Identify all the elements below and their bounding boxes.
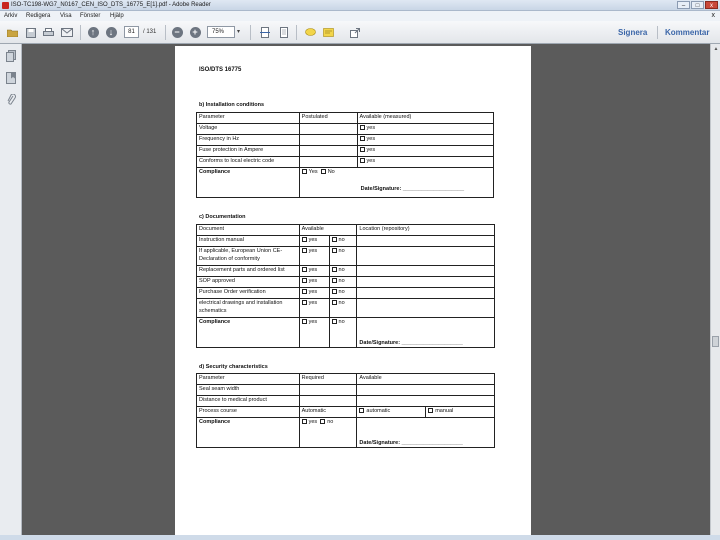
scroll-thumb[interactable] — [712, 336, 719, 347]
arrow-down-icon[interactable]: ↓ — [105, 26, 117, 39]
fit-width-icon[interactable] — [278, 26, 290, 39]
checkbox[interactable] — [359, 408, 364, 413]
checkbox[interactable] — [332, 267, 337, 272]
section-c-heading: c) Documentation — [199, 214, 246, 220]
header-document: Document — [197, 225, 300, 236]
checkbox[interactable] — [360, 147, 365, 152]
checkbox[interactable] — [332, 319, 337, 324]
checkbox[interactable] — [302, 289, 307, 294]
header-postulated: Postulated — [299, 113, 357, 124]
attachment-icon[interactable] — [4, 94, 17, 107]
plus-icon[interactable]: + — [189, 26, 201, 39]
checkbox[interactable] — [302, 300, 307, 305]
header-available: Available — [299, 225, 357, 236]
sticky-note-icon[interactable] — [304, 26, 316, 39]
installation-table — [196, 112, 494, 198]
page-total: / 131 — [143, 29, 157, 35]
checkbox[interactable] — [302, 419, 307, 424]
checkbox[interactable] — [302, 237, 307, 242]
checkbox[interactable] — [302, 278, 307, 283]
toolbar — [0, 21, 720, 44]
pages-icon[interactable] — [4, 50, 17, 63]
checkbox[interactable] — [332, 248, 337, 253]
document-page — [175, 46, 531, 540]
table-row: electrical drawings and installation schematics yes no — [197, 299, 495, 318]
checkbox[interactable] — [332, 300, 337, 305]
table-row: Conforms to local electric code yes — [197, 157, 494, 168]
section-b-heading: b) Installation conditions — [199, 102, 265, 108]
expand-icon[interactable] — [349, 26, 361, 39]
compliance-row: Compliance yes no Date/Signature: ____________________ — [197, 318, 495, 348]
checkbox[interactable] — [302, 319, 307, 324]
table-row: Voltage yes — [197, 124, 494, 135]
close-button[interactable]: x — [705, 1, 718, 9]
scroll-up-icon[interactable]: ▲ — [713, 46, 719, 52]
print-icon[interactable] — [42, 26, 54, 39]
checkbox[interactable] — [332, 237, 337, 242]
table-row: Purchase Order verification yes no — [197, 288, 495, 299]
checkbox[interactable] — [302, 169, 307, 174]
chevron-down-icon[interactable]: ▾ — [237, 29, 241, 35]
documentation-table — [196, 224, 495, 348]
table-row: Process course Automatic automatic manual — [197, 407, 495, 418]
menu-hjalp[interactable]: Hjälp — [110, 13, 124, 19]
compliance-row: Compliance yes no Date/Signature: ____________________ — [197, 418, 495, 448]
sign-button[interactable]: Signera — [618, 28, 648, 37]
arrow-up-icon[interactable]: ↑ — [87, 26, 99, 39]
header-parameter: Parameter — [197, 374, 300, 385]
header-available: Available — [357, 374, 495, 385]
adobe-reader-icon — [2, 2, 9, 9]
navigation-panel — [0, 44, 22, 540]
menu-bar — [0, 11, 720, 21]
checkbox[interactable] — [360, 125, 365, 130]
compliance-row: Compliance Yes No Date/Signature: ____________________ — [197, 168, 494, 198]
document-close-icon[interactable]: x — [711, 12, 715, 19]
maximize-button[interactable]: □ — [691, 1, 704, 9]
minimize-button[interactable]: – — [677, 1, 690, 9]
menu-redigera[interactable]: Redigera — [26, 13, 51, 19]
table-row: SOP approved yes no — [197, 277, 495, 288]
document-title: ISO/DTS 16775 — [199, 67, 242, 73]
email-icon[interactable] — [61, 26, 73, 39]
menu-arkiv[interactable]: Arkiv — [4, 13, 18, 19]
table-row: Instruction manual yes no — [197, 236, 495, 247]
menu-fonster[interactable]: Fönster — [80, 13, 101, 19]
signature-line: Date/Signature: ____________________ — [357, 318, 495, 348]
section-d-heading: d) Security characteristics — [199, 364, 268, 370]
comment-button[interactable]: Kommentar — [665, 28, 710, 37]
table-row: Frequency in Hz yes — [197, 135, 494, 146]
checkbox[interactable] — [332, 289, 337, 294]
checkbox[interactable] — [302, 248, 307, 253]
signature-line: Date/Signature: ____________________ — [357, 418, 495, 448]
folder-icon[interactable] — [6, 26, 18, 39]
checkbox[interactable] — [321, 169, 326, 174]
header-parameter: Parameter — [197, 113, 300, 124]
minus-icon[interactable]: − — [171, 26, 183, 39]
header-location: Location (repository) — [357, 225, 495, 236]
header-available: Available (measured) — [357, 113, 493, 124]
title-bar — [0, 0, 720, 11]
checkbox[interactable] — [320, 419, 325, 424]
table-row: If applicable, European Union CE-Declaration of conformity yes no — [197, 247, 495, 266]
checkbox[interactable] — [332, 278, 337, 283]
highlight-icon[interactable] — [322, 26, 334, 39]
table-row: Seal seam width — [197, 385, 495, 396]
table-row: Replacement parts and ordered list yes no — [197, 266, 495, 277]
signature-line: Date/Signature: ____________________ — [360, 186, 465, 192]
page-number-input[interactable]: 81 — [124, 26, 139, 38]
checkbox[interactable] — [360, 158, 365, 163]
menu-visa[interactable]: Visa — [60, 13, 72, 19]
table-row: Distance to medical product — [197, 396, 495, 407]
security-table — [196, 373, 495, 448]
vertical-scrollbar[interactable] — [710, 44, 720, 540]
checkbox[interactable] — [360, 136, 365, 141]
save-icon[interactable] — [25, 26, 37, 39]
checkbox[interactable] — [302, 267, 307, 272]
fit-page-icon[interactable] — [259, 26, 271, 39]
table-row: Fuse protection in Ampere yes — [197, 146, 494, 157]
header-required: Required — [299, 374, 357, 385]
window-title: ISO-TC198-WG7_N0167_CEN_ISO_DTS_16775_E[1].pdf - Adobe Reader — [11, 2, 211, 8]
zoom-field[interactable]: 75% — [207, 26, 235, 38]
taskbar — [0, 535, 720, 540]
checkbox[interactable] — [428, 408, 433, 413]
bookmark-icon[interactable] — [4, 72, 17, 85]
